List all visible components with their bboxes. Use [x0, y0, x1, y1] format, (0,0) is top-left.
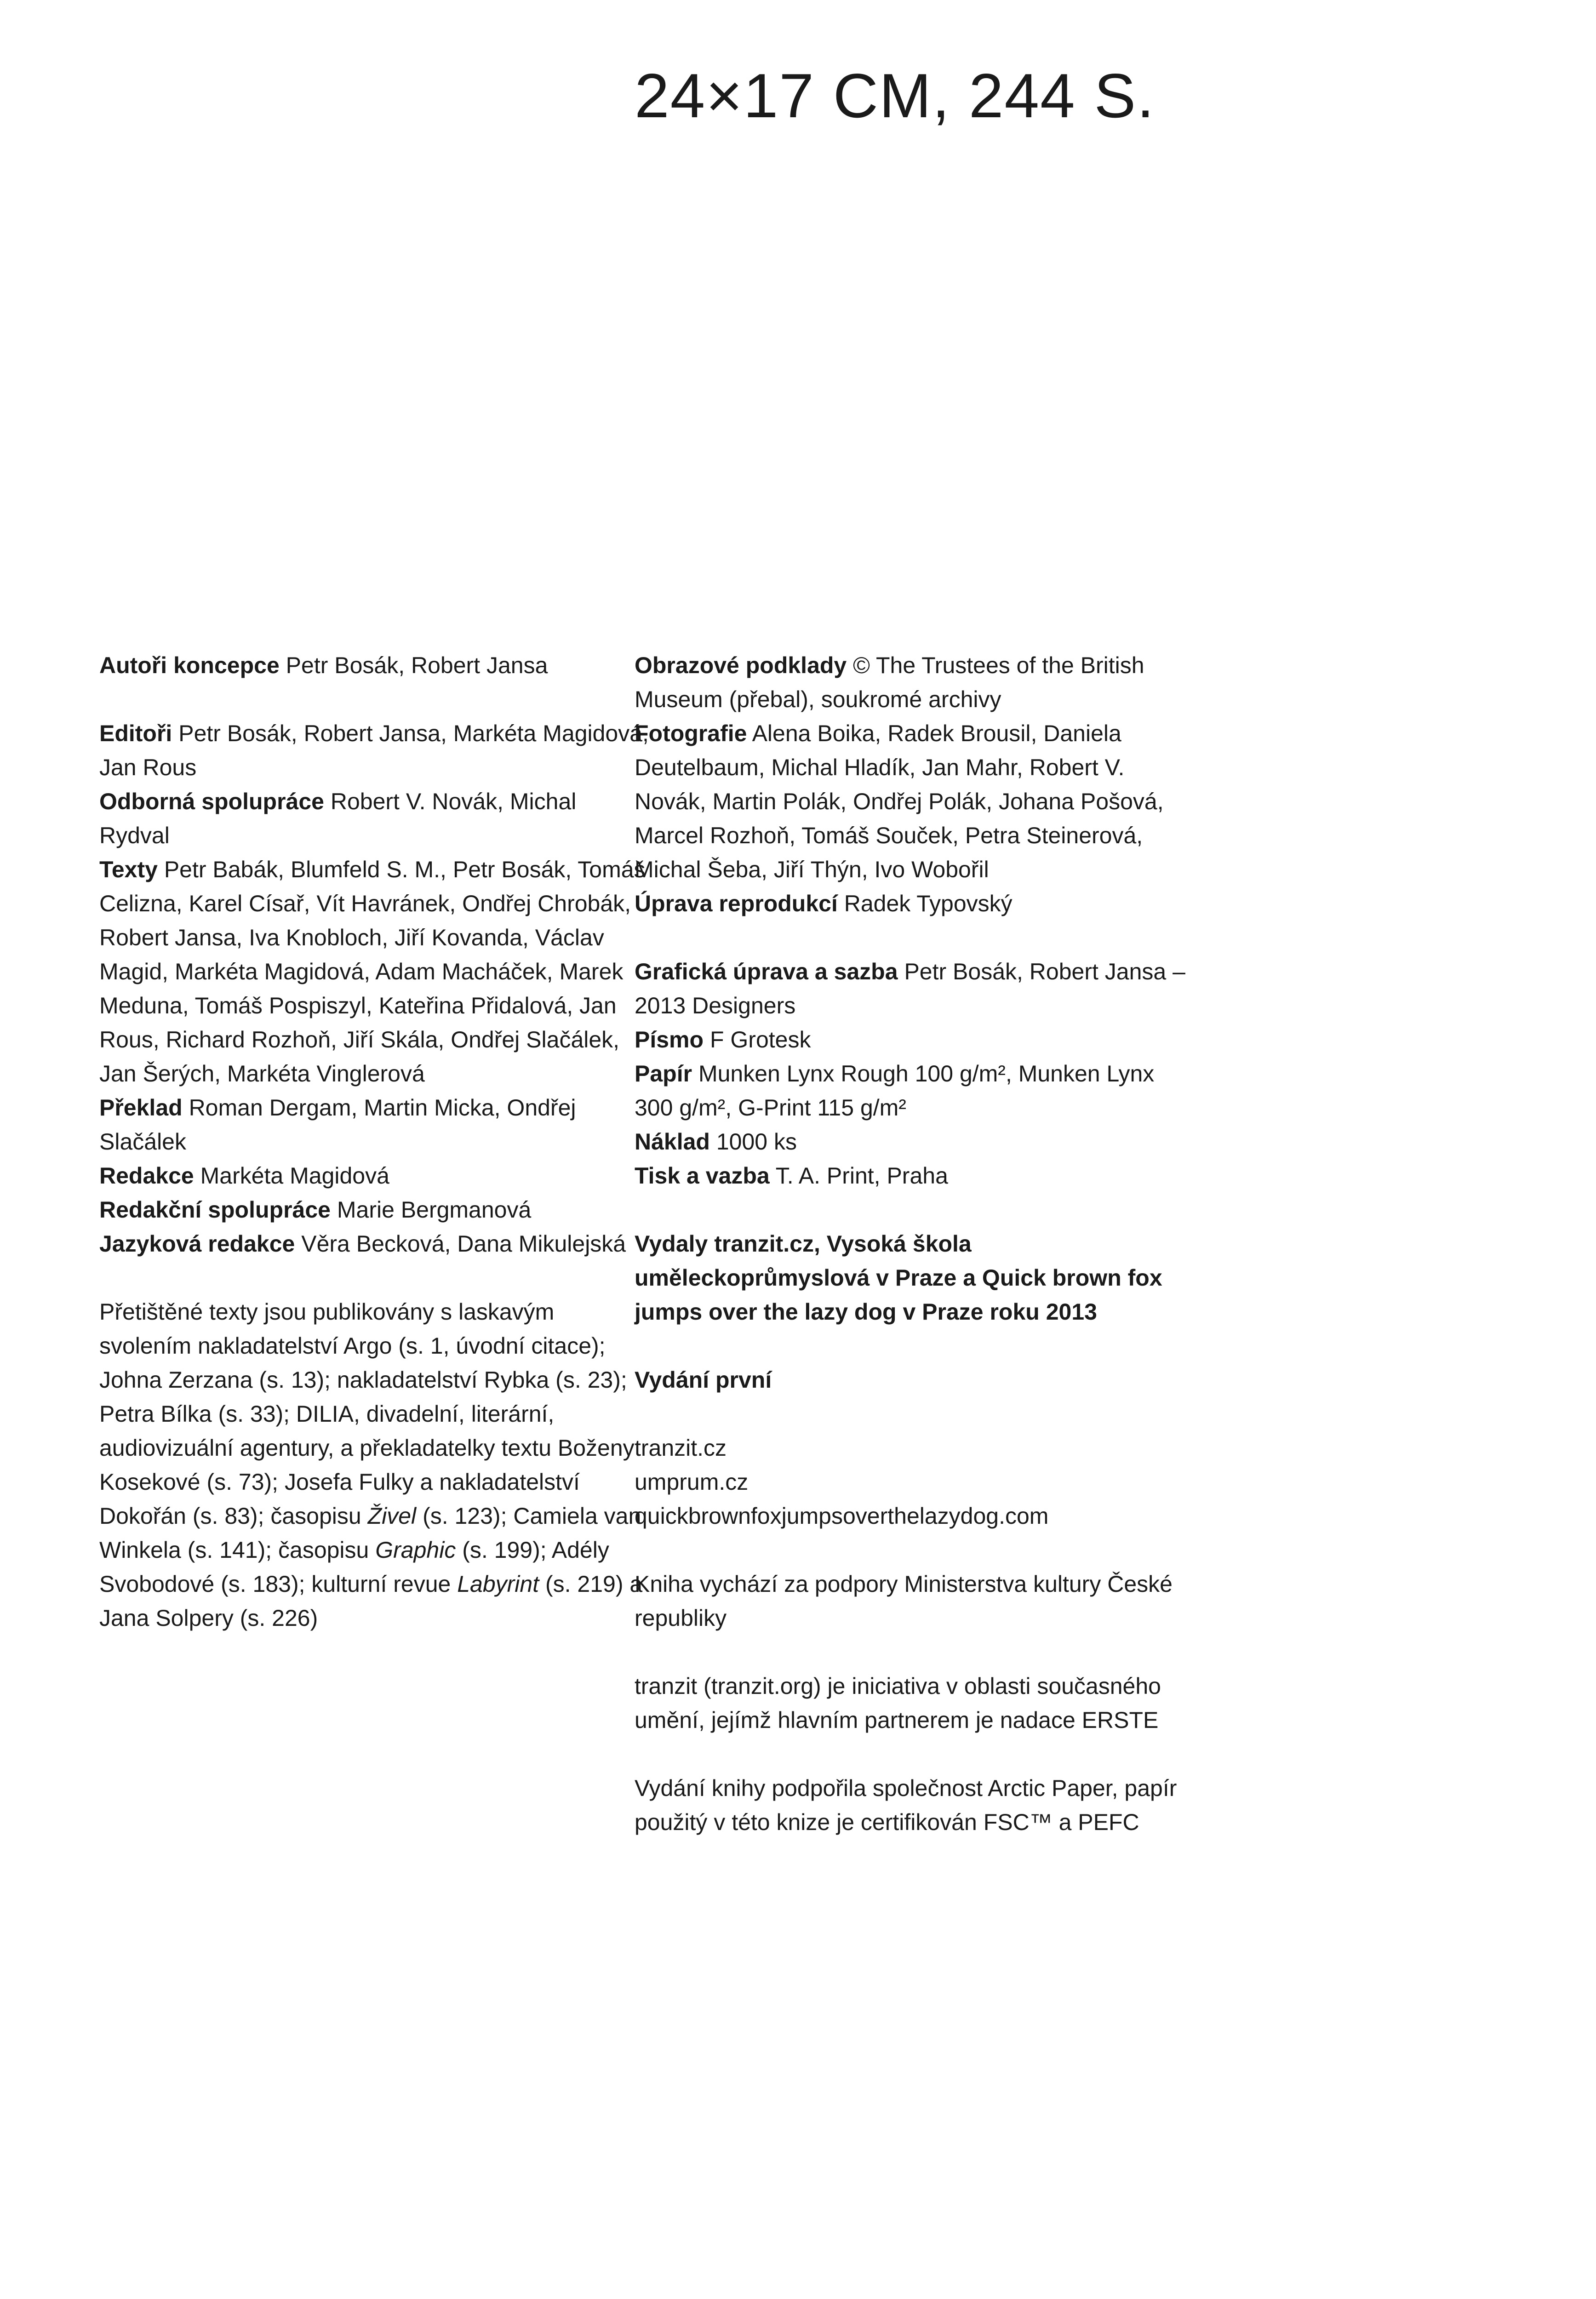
magazine-title: Graphic [375, 1537, 456, 1563]
credit-printing [635, 1159, 1186, 1193]
paper-sponsor-note: Vydání knihy podpořila společnost Arctic Paper, papír použitý v této knize je certifikován FSC™ a PEFC [635, 1775, 1177, 1835]
credit-graphic-design [635, 955, 1186, 1023]
url-link[interactable]: quickbrownfoxjumpsoverthelazydog.com [635, 1503, 1049, 1529]
credit-translation [99, 1091, 651, 1159]
page-title: 24×17 CM, 244 S. [635, 61, 1156, 131]
credit-reproductions [635, 886, 1186, 921]
credit-label: Papír [635, 1061, 692, 1087]
credit-label: Písmo [635, 1027, 704, 1052]
magazine-title: Živel [367, 1503, 417, 1529]
credit-print-run [635, 1125, 1186, 1159]
credit-value: Petr Bosák, Robert Jansa – 2013 Designers [635, 959, 1185, 1018]
publishers-statement: Vydaly tranzit.cz, Vysoká škola uměleckoprůmyslová v Praze a Quick brown fox jumps over the lazy dog v Praze roku 2013 [635, 1231, 1162, 1325]
credits-left-column [99, 648, 651, 1635]
credit-label: Obrazové podklady [635, 652, 847, 678]
credit-label: Redakční spolupráce [99, 1197, 331, 1223]
ministry-support: Kniha vychází za podpory Ministerstva kultury České republiky [635, 1571, 1173, 1631]
credit-photography [635, 716, 1186, 886]
credit-value: © The Trustees of the British Museum (přebal), soukromé archivy [635, 652, 1144, 712]
credit-label: Editoři [99, 721, 172, 746]
credit-value: Markéta Magidová [200, 1163, 389, 1189]
credit-label: Autoři koncepce [99, 652, 280, 678]
reprint-permissions [99, 1295, 651, 1635]
reprint-text: (s. 219) a Jana Solpery (s. 226) [99, 1571, 643, 1631]
credit-image-sources [635, 648, 1186, 716]
credit-label: Odborná spolupráce [99, 789, 324, 814]
credit-value: Roman Dergam, Martin Micka, Ondřej Slačálek [99, 1095, 576, 1155]
credit-editing [99, 1159, 651, 1193]
url-link[interactable]: umprum.cz [635, 1469, 749, 1495]
credit-typeface [635, 1023, 1186, 1057]
credit-value: Robert V. Novák, Michal Rydval [99, 789, 577, 848]
credit-label: Grafická úprava a sazba [635, 959, 898, 984]
reprint-text: Přetištěné texty jsou publikovány s laskavým svolením nakladatelství Argo (s. 1, úvodní citace); Johna Zerzana (s. 13); nakladatelství Rybka (s. 23); Petra Bílka (s. 33); DILIA, divadelní, literární, audiovizuální agentury, a překladatelky textu Boženy Kosekové (s. 73); Josefa Fulky a nakladatelství Dokořán (s. 83); časopisu [99, 1299, 635, 1529]
credit-editorial-collaboration [99, 1193, 651, 1227]
credit-value: 1000 ks [716, 1129, 797, 1155]
credit-value: Petr Babák, Blumfeld S. M., Petr Bosák, Tomáš Celizna, Karel Císař, Vít Havránek, Ondřej Chrobák, Robert Jansa, Iva Knobloch, Jiří Kovanda, Václav Magid, Markéta Magidová, Adam Macháček, Marek Meduna, Tomáš Pospiszyl, Kateřina Přidalová, Jan Rous, Richard Rozhoň, Jiří Skála, Ondřej Slačálek, Jan Šerých, Markéta Vinglerová [99, 857, 646, 1087]
credits-right-column [635, 648, 1186, 1839]
credit-label: Redakce [99, 1163, 194, 1189]
credit-label: Náklad [635, 1129, 710, 1155]
credit-label: Překlad [99, 1095, 183, 1121]
credit-paper [635, 1057, 1186, 1125]
credit-value: Věra Becková, Dana Mikulejská [301, 1231, 626, 1257]
credit-editors [99, 716, 651, 784]
credit-value: Munken Lynx Rough 100 g/m², Munken Lynx 300 g/m², G-Print 115 g/m² [635, 1061, 1155, 1121]
url-list [635, 1431, 1186, 1533]
credit-label: Fotografie [635, 721, 747, 746]
credit-value: Radek Typovský [844, 891, 1013, 916]
magazine-title: Labyrint [457, 1571, 539, 1597]
credit-value: Alena Boika, Radek Brousil, Daniela Deutelbaum, Michal Hladík, Jan Mahr, Robert V. Novák, Martin Polák, Ondřej Polák, Johana Pošová, Marcel Rozhoň, Tomáš Souček, Petra Steinerová, Michal Šeba, Jiří Thýn, Ivo Wobořil [635, 721, 1164, 882]
credit-value: F Grotesk [709, 1027, 811, 1052]
reprint-text: (s. 123); Camiela van Winkela (s. 141); časopisu [99, 1503, 641, 1563]
url-link[interactable]: tranzit.cz [635, 1435, 727, 1461]
credit-label: Úprava reprodukcí [635, 891, 838, 916]
credit-value: T. A. Print, Praha [775, 1163, 948, 1189]
credit-language-editing [99, 1227, 651, 1261]
reprint-text: (s. 199); Adély Svobodové (s. 183); kulturní revue [99, 1537, 609, 1597]
credit-label: Texty [99, 857, 158, 882]
tranzit-note: tranzit (tranzit.org) je iniciativa v oblasti současného umění, jejímž hlavním partnerem je nadace ERSTE [635, 1673, 1161, 1733]
credit-concept-authors [99, 648, 651, 682]
credit-value: Marie Bergmanová [337, 1197, 532, 1223]
credit-texts [99, 852, 651, 1091]
edition-statement: Vydání první [635, 1367, 772, 1393]
credit-value: Petr Bosák, Robert Jansa, Markéta Magidová, Jan Rous [99, 721, 649, 780]
credit-expert-collaboration [99, 784, 651, 852]
credit-value: Petr Bosák, Robert Jansa [286, 652, 548, 678]
credit-label: Jazyková redakce [99, 1231, 295, 1257]
credit-label: Tisk a vazba [635, 1163, 770, 1189]
